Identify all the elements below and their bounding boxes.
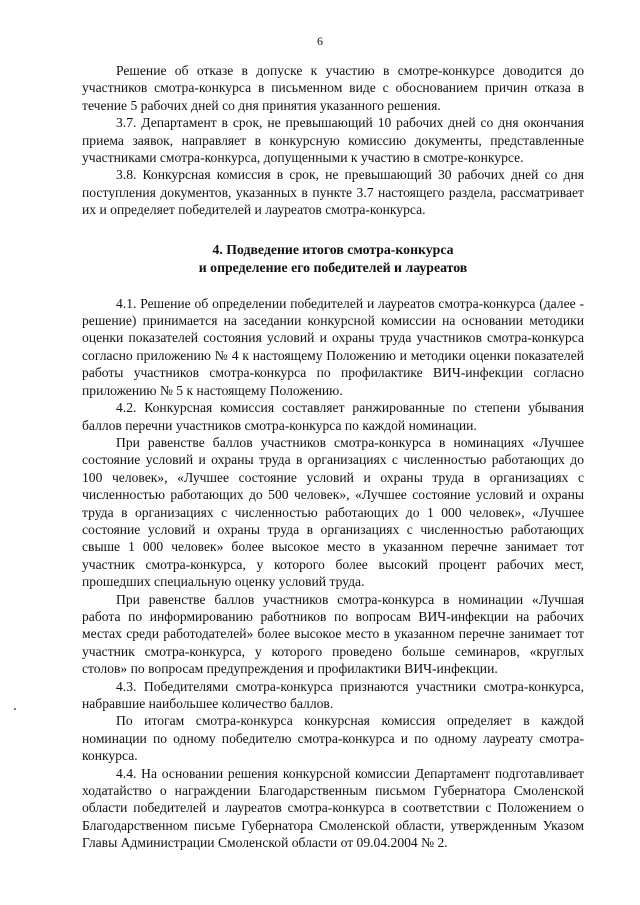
paragraph: Решение об отказе в допуске к участию в смотре-конкурсе доводится до участников смотра-конкурса в письменном виде с обоснованием причин отказа в течение 5 рабочих дней со дня принятия указанного решения. — [82, 63, 584, 113]
paragraph-4-2: 4.2. Конкурсная комиссия составляет ранжированные по степени убывания баллов перечни участников смотра-конкурса по каждой номинации. — [82, 400, 584, 433]
paragraph-3-8: 3.8. Конкурсная комиссия в срок, не превышающий 30 рабочих дней со дня поступления документов, указанных в пункте 3.7 настоящего раздела, рассматривает их и определяет победителей и лауреатов смотра-конкурса. — [82, 167, 584, 218]
section-heading — [82, 241, 584, 277]
section-heading-line-2: и определение его победителей и лауреатов — [198, 259, 468, 275]
document-body — [82, 62, 584, 852]
scan-speck — [14, 708, 16, 710]
section-heading-line-1: 4. Подведение итогов смотра-конкурса — [212, 241, 454, 257]
paragraph: При равенстве баллов участников смотра-конкурса в номинациях «Лучшее состояние условий и охраны труда в организациях с численностью работающих до 100 человек», «Лучшее состояние условий и охраны труда в организациях с численностью работающих до 500 человек», «Лучшее состояние условий и охраны труда в организациях с численностью работающих до 1 000 человек», «Лучшее состояние условий и охраны труда в организациях с численностью работающих свыше 1 000 человек» более высокое место в указанном перечне занимает тот участник смотра-конкурса, у которого более высокий процент рабочих мест, прошедших специальную оценку условий труда. — [82, 434, 584, 590]
paragraph-4-4: 4.4. На основании решения конкурсной комиссии Департамент подготавливает ходатайство о награждении Благодарственным письмом Губернатора Смоленской области победителей и лауреатов смотра-конкурса в соответствии с Положением о Благодарственном письме Губернатора Смоленской области, утвержденным Указом Главы Администрации Смоленской области от 09.04.2004 № 2. — [82, 765, 584, 851]
paragraph-4-3: 4.3. Победителями смотра-конкурса признаются участники смотра-конкурса, набравшие наибольшее количество баллов. — [82, 678, 584, 711]
paragraph-4-1: 4.1. Решение об определении победителей и лауреатов смотра-конкурса (далее - решение) принимается на заседании конкурсной комиссии на основании методики оценки показателей состояния условий и охраны труда участников смотра-конкурса согласно приложению № 4 к настоящему Положению и методики оценки показателей работы участников смотра-конкурса по профилактике ВИЧ-инфекции согласно приложению № 5 к настоящему Положению. — [82, 295, 584, 398]
paragraph: По итогам смотра-конкурса конкурсная комиссия определяет в каждой номинации по одному победителю смотра-конкурса и по одному лауреату смотра-конкурса. — [82, 713, 584, 764]
page-number: 6 — [317, 34, 323, 48]
paragraph-3-7: 3.7. Департамент в срок, не превышающий 10 рабочих дней со дня окончания приема заявок, направляет в конкурсную комиссию документы, представленные участниками смотра-конкурса, допущенными к участию в смотре-конкурсе. — [82, 115, 584, 166]
paragraph: При равенстве баллов участников смотра-конкурса в номинации «Лучшая работа по информированию работников по вопросам ВИЧ-инфекции на рабочих местах среди работодателей» более высокое место в указанном перечне занимает тот участник смотра-конкурса, у которого проведено больше семинаров, «круглых столов» по вопросам предупреждения и профилактики ВИЧ-инфекции. — [82, 591, 584, 677]
